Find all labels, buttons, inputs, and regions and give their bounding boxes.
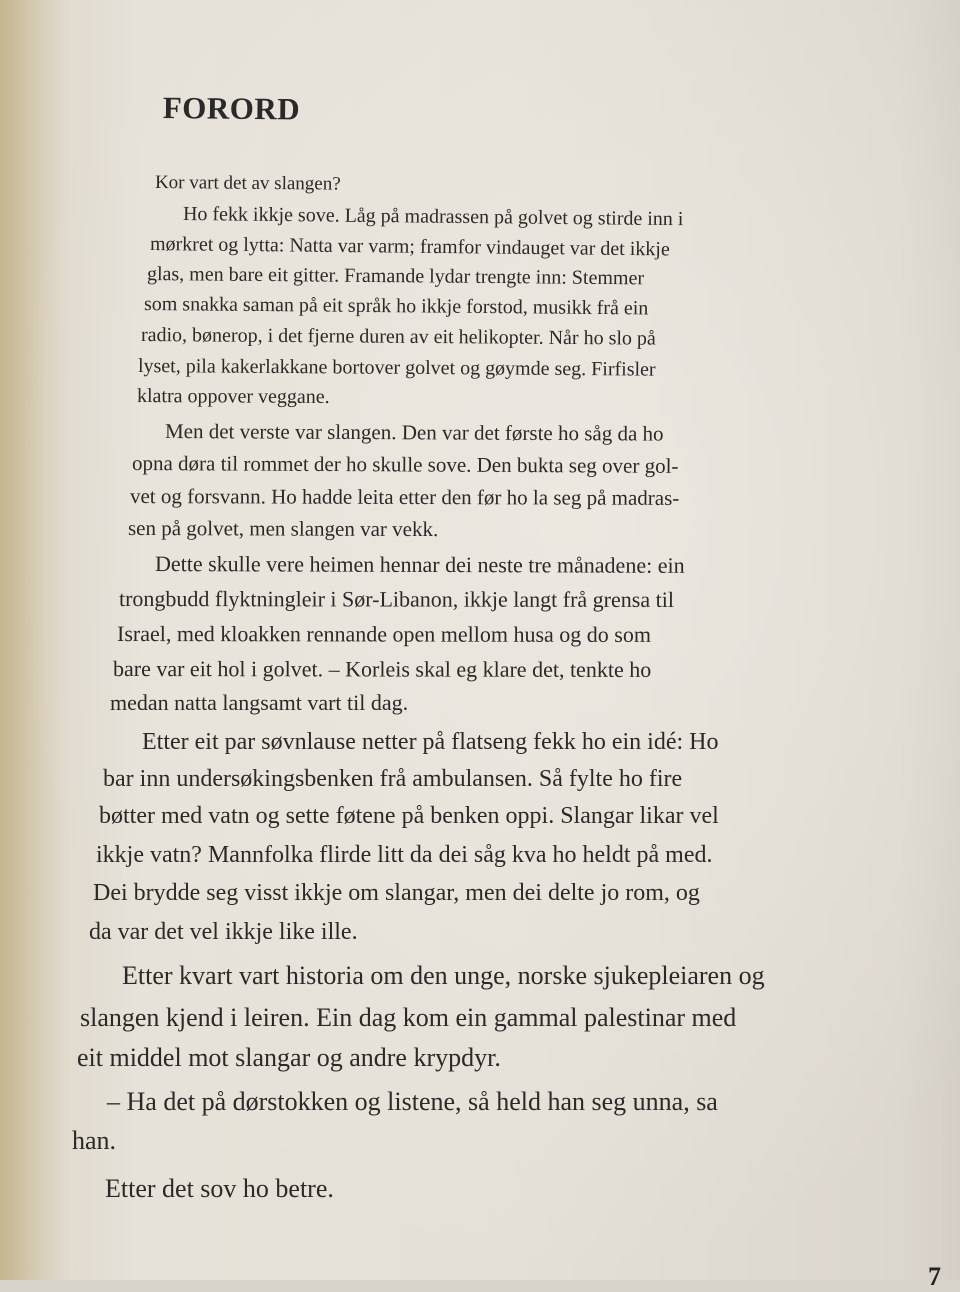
text-line: Etter det sov ho betre. bbox=[105, 1174, 334, 1203]
text-line: lyset, pila kakerlakkane bortover golvet og gøymde seg. Firfisler bbox=[137, 355, 656, 381]
text-line: Etter eit par søvnlause netter på flatseng fekk ho ein idé: Ho bbox=[142, 729, 719, 755]
text-line: ikkje vatn? Mannfolka flirde litt da dei såg kva ho heldt på med. bbox=[96, 842, 713, 868]
text-line: glas, men bare eit gitter. Framande lydar trengte inn: Stemmer bbox=[146, 263, 645, 290]
text-line: Ho fekk ikkje sove. Låg på madrassen på golvet og stirde inn i bbox=[182, 203, 684, 231]
text-line: – Ha det på dørstokken og listene, så held han seg unna, sa bbox=[107, 1087, 718, 1116]
text-line: Dette skulle vere heimen hennar dei neste tre månadene: ein bbox=[154, 551, 685, 578]
text-line: mørkret og lytta: Natta var varm; framfor vindauget var det ikkje bbox=[149, 233, 670, 261]
text-line: medan natta langsamt vart til dag. bbox=[110, 690, 409, 715]
binding-shadow bbox=[0, 0, 70, 1280]
text-line: radio, bønerop, i det fjerne duren av eit helikopter. Når ho slo på bbox=[140, 324, 656, 350]
text-line: som snakka saman på eit språk ho ikkje forstod, musikk frå ein bbox=[143, 293, 649, 320]
text-line: bøtter med vatn og sette føtene på benken oppi. Slangar likar vel bbox=[99, 803, 719, 829]
text-line: sen på golvet, men slangen var vekk. bbox=[127, 516, 439, 542]
text-line: bar inn undersøkingsbenken frå ambulansen. Så fylte ho fire bbox=[103, 766, 683, 792]
text-line: Etter kvart vart historia om den unge, norske sjukepleiaren og bbox=[122, 961, 765, 990]
text-line: Israel, med kloakken rennande open mellom husa og do som bbox=[116, 621, 652, 647]
page-number: 7 bbox=[928, 1262, 941, 1291]
text-line: Kor vart det av slangen? bbox=[154, 172, 341, 195]
text-line: slangen kjend i leiren. Ein dag kom ein gammal palestinar med bbox=[80, 1003, 737, 1032]
text-line: han. bbox=[72, 1126, 117, 1155]
text-line: eit middel mot slangar og andre krypdyr. bbox=[77, 1043, 501, 1072]
text-line: klatra oppover veggane. bbox=[136, 385, 330, 409]
text-line: Men det verste var slangen. Den var det første ho såg da ho bbox=[164, 419, 664, 446]
text-line: opna døra til rommet der ho skulle sove. Den bukta seg over gol- bbox=[131, 451, 679, 478]
chapter-heading: FORORD bbox=[162, 90, 301, 127]
text-line: bare var eit hol i golvet. – Korleis skal eg klare det, tenkte ho bbox=[112, 656, 652, 682]
text-line: da var det vel ikkje like ille. bbox=[89, 919, 358, 945]
text-line: vet og forsvann. Ho hadde leita etter den før ho la seg på madras- bbox=[129, 484, 680, 510]
text-line: trongbudd flyktningleir i Sør-Libanon, ikkje langt frå grensa til bbox=[118, 586, 674, 612]
text-line: Dei brydde seg visst ikkje om slangar, men dei delte jo rom, og bbox=[93, 880, 700, 906]
